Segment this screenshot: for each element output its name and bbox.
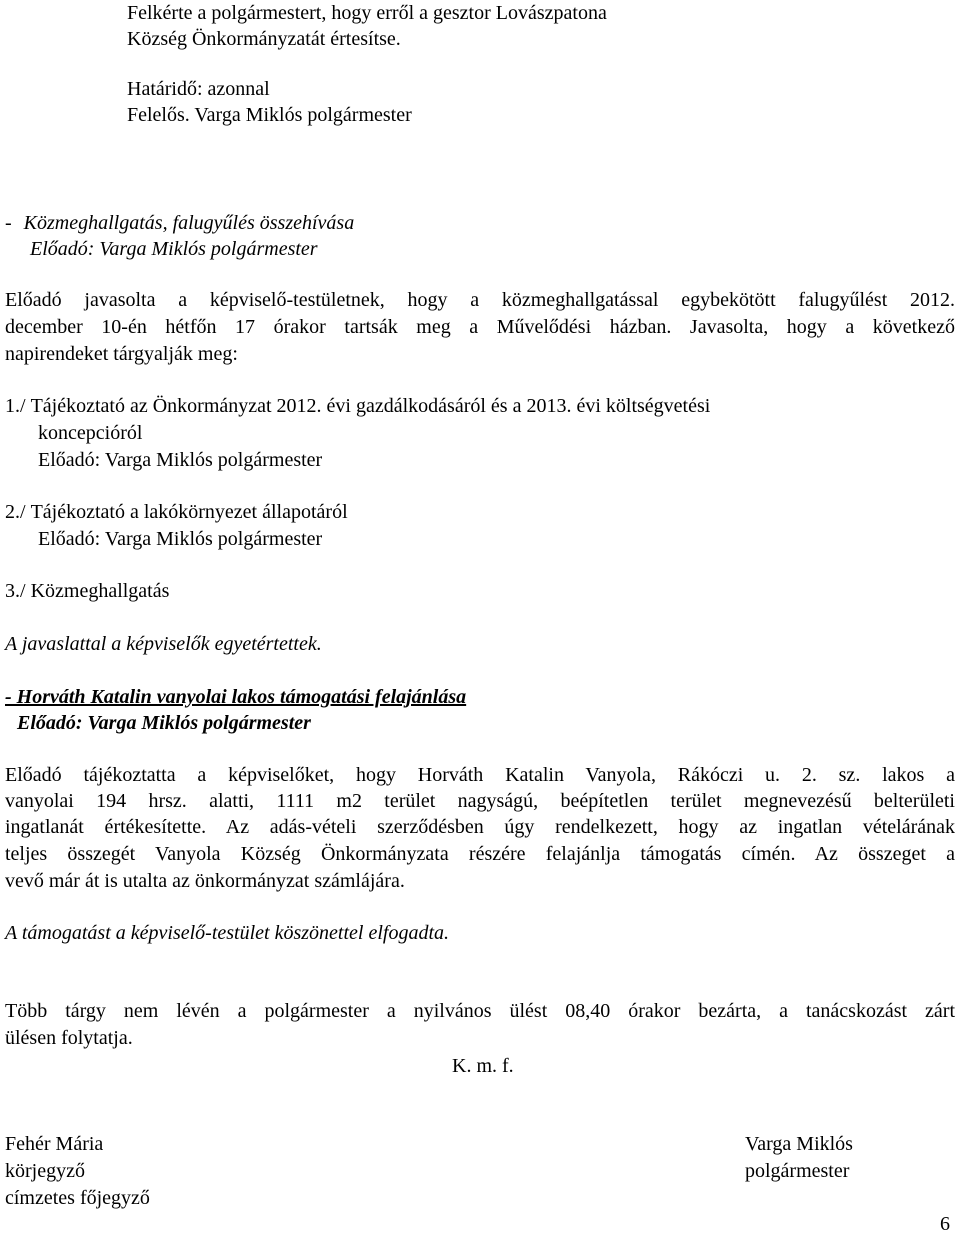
agenda-item-1-line-2: koncepcióról [38,422,143,444]
kmf: K. m. f. [452,1055,514,1077]
signature-left-title-2: címzetes főjegyző [5,1187,150,1209]
item2-decision: A támogatást a képviselő-testület köszönettel elfogadta. [5,922,449,944]
signature-right [745,1131,853,1185]
item1-heading [5,210,354,236]
agenda-item-1-line-1: Tájékoztató az Önkormányzat 2012. évi gazdálkodásáról és a 2013. évi költségvetési [30,395,711,417]
intro-line-1: Felkérte a polgármestert, hogy erről a gesztor Lovászpatona [127,2,607,24]
agenda-item-3 [5,578,169,604]
item1-title: Közmeghallgatás, falugyűlés összehívása [23,212,355,234]
item1-body-line-1: Előadó javasolta a képviselő-testületnek, hogy a közmeghallgatással egybekötött falugyűlést 2012. [5,289,955,311]
signature-left [5,1131,150,1212]
item1-presenter: Előadó: Varga Miklós polgármester [30,238,318,260]
agenda-item-1-num: 1./ [5,395,26,417]
agenda-item-3-num: 3./ [5,580,26,602]
deadline: Határidő: azonnal [127,78,270,100]
item2-body-line-4: teljes összegét Vanyola Község Önkormányzata részére felajánlja támogatás címén. Az összeget a [5,843,955,865]
agenda-item-2 [5,499,348,525]
item2-body-line-1: Előadó tájékoztatta a képviselőket, hogy Horváth Katalin Vanyola, Rákóczi u. 2. sz. lakos a [5,764,955,786]
item2-body-line-3: ingatlanát értékesítette. Az adás-vételi szerződésben úgy rendelkezett, hogy az ingatlan vételárának [5,816,955,838]
intro-line-2: Község Önkormányzatát értesítse. [127,28,401,50]
item1-body-line-2: december 10-én hétfőn 17 órakor tartsák meg a Művelődési házban. Javasolta, hogy a következő [5,316,955,338]
item1-decision: A javaslattal a képviselők egyetértettek. [5,633,322,655]
agenda-item-3-line-1: Közmeghallgatás [30,580,170,602]
agenda-item-1-presenter: Előadó: Varga Miklós polgármester [38,449,323,471]
agenda-item-2-num: 2./ [5,501,26,523]
signature-left-name: Fehér Mária [5,1133,104,1155]
agenda-item-1 [5,393,710,419]
item2-body-line-2: vanyolai 194 hrsz. alatti, 1111 m2 terület nagyságú, beépítetlen terület megnevezésű belterületi [5,790,955,812]
agenda-item-2-presenter: Előadó: Varga Miklós polgármester [38,528,323,550]
agenda-item-2-line-1: Tájékoztató a lakókörnyezet állapotáról [30,501,348,523]
item2-body-line-5: vevő már át is utalta az önkormányzat számlájára. [5,870,405,892]
signature-right-name: Varga Miklós [745,1133,853,1155]
responsible: Felelős. Varga Miklós polgármester [127,104,412,126]
closing-line-2: ülésen folytatja. [5,1027,133,1049]
signature-right-title: polgármester [745,1160,850,1182]
page-number: 6 [940,1213,950,1235]
item2-presenter: Előadó: Varga Miklós polgármester [17,712,311,734]
closing-line-1: Több tárgy nem lévén a polgármester a nyilvános ülést 08,40 órakor bezárta, a tanácskozást zárt [5,1000,955,1022]
signature-left-title: körjegyző [5,1160,85,1182]
item2-title: - Horváth Katalin vanyolai lakos támogatási felajánlása [5,686,467,708]
item1-body-line-3: napirendeket tárgyalják meg: [5,343,238,365]
item1-dash: - [5,212,17,234]
